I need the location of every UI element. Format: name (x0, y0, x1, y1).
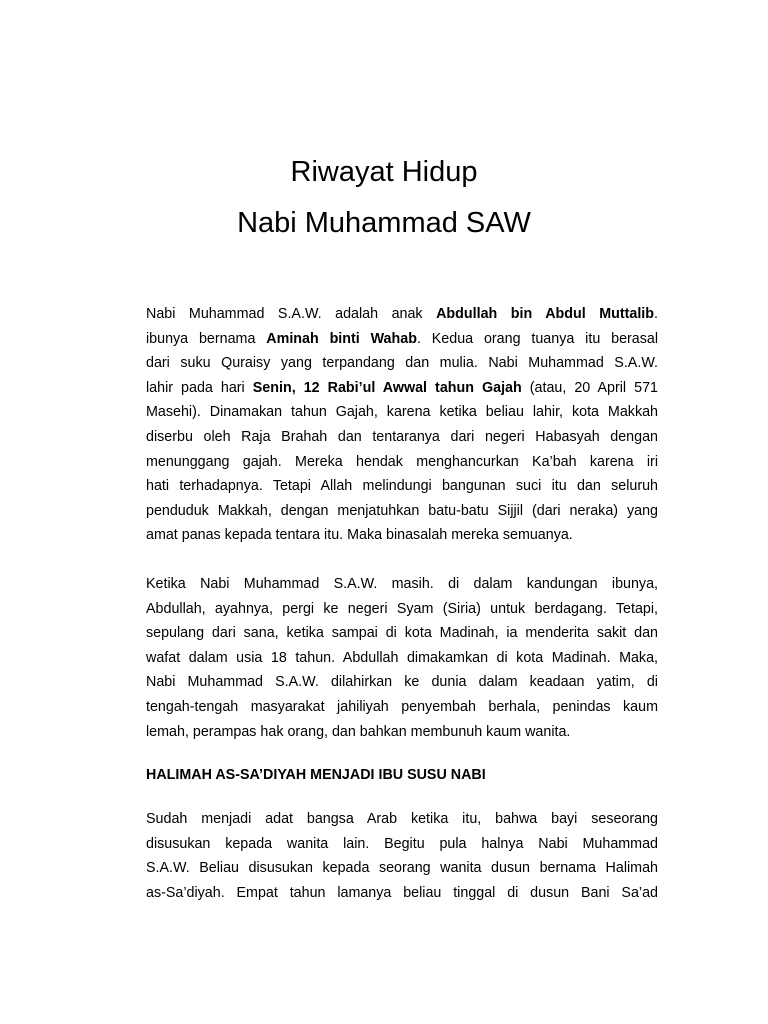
paragraph-3 (146, 807, 658, 905)
paragraph-3-line-1: Sudah menjadi adat bangsa Arab ketika itu, bahwa bayi seseorang (146, 811, 658, 827)
paragraph-2-line-1: Ketika Nabi Muhammad S.A.W. masih. di dalam kandungan ibunya, (146, 576, 658, 592)
paragraph-1-line-9: penduduk Makkah, dengan menjatuhkan batu-batu Sijjil (dari neraka) yang (146, 502, 658, 519)
paragraph-2-line-4: wafat dalam usia 18 tahun. Abdullah dimakamkan di kota Madinah. Maka, (146, 649, 658, 666)
paragraph-1-line-3: dari suku Quraisy yang terpandang dan mulia. Nabi Muhammad S.A.W. (146, 355, 658, 372)
text-span: . (654, 306, 658, 322)
paragraph-2-line-2: Abdullah, ayahnya, pergi ke negeri Syam (Siria) untuk berdagang. Tetapi, (146, 600, 658, 617)
text-span: ibunya bernama (146, 330, 267, 347)
paragraph-2-line-6: tengah-tengah masyarakat jahiliyah penyembah berhala, penindas kaum (146, 698, 658, 715)
bold-mother-name: Aminah binti Wahab (266, 330, 417, 347)
text-span: lahir pada hari (146, 379, 253, 396)
paragraph-3-line-4: as-Sa’diyah. Empat tahun lamanya beliau tinggal di dusun Bani Sa’ad (146, 884, 658, 901)
paragraph-2-line-7: lemah, perampas hak orang, dan bahkan membunuh kaum wanita. (146, 723, 571, 740)
text-span: . Kedua orang tuanya itu berasal (416, 330, 659, 347)
document-title-line-1: Riwayat Hidup (290, 156, 478, 188)
text-span: Nabi Muhammad S.A.W. adalah anak (146, 306, 437, 322)
document-title-line-2: Nabi Muhammad SAW (237, 207, 531, 239)
paragraph-1 (146, 302, 658, 548)
bold-birth-date: Senin, 12 Rabi’ul Awwal tahun Gajah (252, 379, 522, 396)
paragraph-1-line-8: hati terhadapnya. Tetapi Allah melindungi bangunan suci itu dan seluruh (146, 478, 658, 495)
paragraph-1-line-4 (146, 376, 658, 401)
paragraph-2-line-5: Nabi Muhammad S.A.W. dilahirkan ke dunia dalam keadaan yatim, di (146, 674, 658, 691)
paragraph-3-line-3: S.A.W. Beliau disusukan kepada seorang wanita dusun bernama Halimah (146, 860, 658, 877)
paragraph-1-line-7: menunggang gajah. Mereka hendak menghancurkan Ka’bah karena iri (146, 453, 658, 470)
paragraph-2 (146, 572, 658, 744)
paragraph-2-line-3: sepulang dari sana, ketika sampai di kota Madinah, ia menderita sakit dan (146, 625, 658, 642)
text-span: (atau, 20 April 571 (521, 379, 658, 396)
paragraph-1-line-2 (146, 327, 658, 352)
section-heading: HALIMAH AS-SA’DIYAH MENJADI IBU SUSU NABI (146, 767, 486, 783)
paragraph-1-line-10: amat panas kepada tentara itu. Maka binasalah mereka semuanya. (146, 527, 573, 544)
paragraph-1-line-6: diserbu oleh Raja Brahah dan tentaranya dari negeri Habasyah dengan (146, 428, 658, 445)
bold-father-name: Abdullah bin Abdul Muttalib (436, 306, 655, 322)
paragraph-1-line-1 (146, 302, 658, 327)
paragraph-3-line-2: disusukan kepada wanita lain. Begitu pula halnya Nabi Muhammad (146, 835, 658, 852)
paragraph-1-line-5: Masehi). Dinamakan tahun Gajah, karena ketika beliau lahir, kota Makkah (146, 404, 658, 421)
